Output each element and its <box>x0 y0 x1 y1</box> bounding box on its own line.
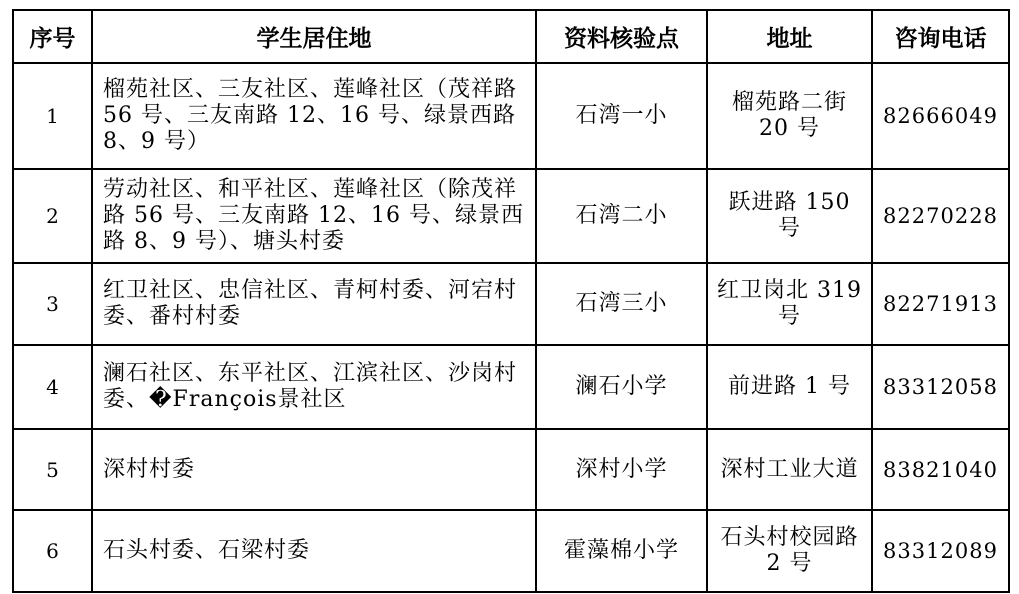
residence-cell: 劳动社区、和平社区、莲峰社区（除茂祥路 56 号、三友南路 12、16 号、绿景西路 8、9 号）、塘头村委 <box>92 169 536 263</box>
row-number: 1 <box>13 63 92 169</box>
address-cell: 榴苑路二街 20 号 <box>707 63 872 169</box>
address-cell: 石头村校园路 2 号 <box>707 510 872 592</box>
checkpoint-cell: 霍藻棉小学 <box>536 510 707 592</box>
header-address: 地址 <box>707 10 872 63</box>
checkpoint-cell: 石湾二小 <box>536 169 707 263</box>
phone-cell: 82666049 <box>872 63 1009 169</box>
table-header <box>13 10 1009 63</box>
table-row <box>13 345 1009 429</box>
table-row <box>13 169 1009 263</box>
header-no: 序号 <box>13 10 92 63</box>
row-number: 5 <box>13 429 92 510</box>
row-number: 3 <box>13 263 92 345</box>
checkpoint-cell: 澜石小学 <box>536 345 707 429</box>
row-number: 2 <box>13 169 92 263</box>
residence-cell: 澜石社区、东平社区、江滨社区、沙岗村委、�François景社区 <box>92 345 536 429</box>
residence-cell: 石头村委、石梁村委 <box>92 510 536 592</box>
table-body <box>13 63 1009 592</box>
row-number: 4 <box>13 345 92 429</box>
phone-cell: 82271913 <box>872 263 1009 345</box>
table-row <box>13 263 1009 345</box>
table-row <box>13 429 1009 510</box>
table-row <box>13 510 1009 592</box>
header-residence: 学生居住地 <box>92 10 536 63</box>
checkpoint-cell: 深村小学 <box>536 429 707 510</box>
residence-cell: 榴苑社区、三友社区、莲峰社区（茂祥路 56 号、三友南路 12、16 号、绿景西路 8、9 号） <box>92 63 536 169</box>
address-cell: 深村工业大道 <box>707 429 872 510</box>
phone-cell: 83312058 <box>872 345 1009 429</box>
table-row <box>13 63 1009 169</box>
residence-cell: 深村村委 <box>92 429 536 510</box>
checkpoint-cell: 石湾一小 <box>536 63 707 169</box>
row-number: 6 <box>13 510 92 592</box>
header-checkpoint: 资料核验点 <box>536 10 707 63</box>
checkpoint-cell: 石湾三小 <box>536 263 707 345</box>
phone-cell: 83312089 <box>872 510 1009 592</box>
phone-cell: 82270228 <box>872 169 1009 263</box>
address-cell: 红卫岗北 319 号 <box>707 263 872 345</box>
table-container <box>12 9 1010 593</box>
residence-cell: 红卫社区、忠信社区、青柯村委、河宕村委、番村村委 <box>92 263 536 345</box>
address-cell: 跃进路 150 号 <box>707 169 872 263</box>
header-row <box>13 10 1009 63</box>
phone-cell: 83821040 <box>872 429 1009 510</box>
address-cell: 前进路 1 号 <box>707 345 872 429</box>
header-phone: 咨询电话 <box>872 10 1009 63</box>
school-checkpoint-table <box>12 9 1010 593</box>
